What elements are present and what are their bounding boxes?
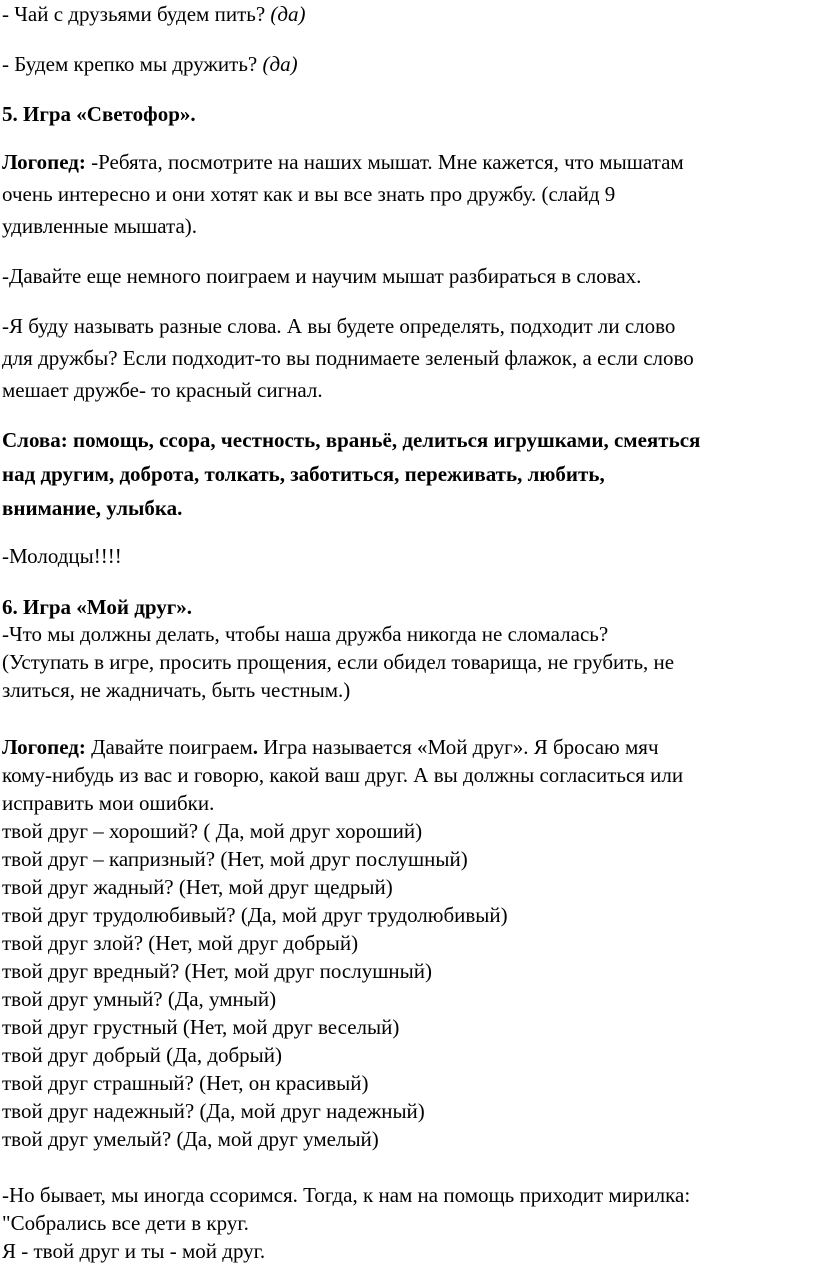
poem-text: - Чай с друзьями будем пить?: [2, 2, 271, 26]
heading-game-5: 5. Игра «Светофор».: [2, 102, 196, 126]
paragraph-line: -Что мы должны делать, чтобы наша дружба никогда не сломалась?: [2, 622, 609, 646]
question-line: твой друг жадный? (Нет, мой друг щедрый): [2, 875, 393, 899]
paragraph-line: [2, 733, 659, 761]
question-line: твой друг – хороший? ( Да, мой друг хороший): [2, 819, 423, 843]
paragraph-line: мешает дружбе- то красный сигнал.: [2, 378, 323, 402]
paragraph-line: -Я буду называть разные слова. А вы будете определять, подходит ли слово: [2, 314, 676, 338]
poem-line: Я - твой друг и ты - мой друг.: [2, 1239, 266, 1263]
speaker-label: Логопед:: [2, 735, 86, 759]
praise-line: -Молодцы!!!!: [2, 544, 122, 568]
question-line: твой друг злой? (Нет, мой друг добрый): [2, 931, 359, 955]
question-line: твой друг надежный? (Да, мой друг надежный): [2, 1099, 425, 1123]
poem-line: "Собрались все дети в круг.: [2, 1211, 249, 1235]
paragraph-line: исправить мои ошибки.: [2, 791, 215, 815]
words-line: внимание, улыбка.: [2, 496, 183, 520]
paragraph-line: очень интересно и они хотят как и вы все знать про дружбу. (слайд 9: [2, 182, 616, 206]
question-line: твой друг страшный? (Нет, он красивый): [2, 1071, 369, 1095]
poem-line-1: [2, 0, 306, 28]
paragraph-line: удивленные мышата).: [2, 214, 198, 238]
poem-answer: (да): [262, 52, 298, 76]
paragraph-line: кому-нибудь из вас и говорю, какой ваш друг. А вы должны согласиться или: [2, 763, 684, 787]
question-line: твой друг трудолюбивый? (Да, мой друг трудолюбивый): [2, 903, 508, 927]
question-line: твой друг добрый (Да, добрый): [2, 1043, 283, 1067]
paragraph-line: -Давайте еще немного поиграем и научим мышат разбираться в словах.: [2, 264, 642, 288]
speaker-label: Логопед:: [2, 150, 86, 174]
poem-text: - Будем крепко мы дружить?: [2, 52, 263, 76]
paragraph-text: Игра называется «Мой друг». Я бросаю мяч: [258, 735, 659, 759]
words-line: над другим, доброта, толкать, заботиться, переживать, любить,: [2, 462, 605, 486]
words-line: Слова: помощь, ссора, честность, враньё, делиться игрушками, смеяться: [2, 428, 701, 452]
question-line: твой друг вредный? (Нет, мой друг послушный): [2, 959, 432, 983]
paragraph-text: Давайте поиграем: [85, 735, 253, 759]
paragraph-line: (Уступать в игре, просить прощения, если обидел товарища, не грубить, не: [2, 650, 675, 674]
heading-game-6: 6. Игра «Мой друг».: [2, 595, 193, 619]
poem-answer: (да): [270, 2, 306, 26]
question-line: твой друг грустный (Нет, мой друг веселый): [2, 1015, 400, 1039]
paragraph-text: -Ребята, посмотрите на наших мышат. Мне кажется, что мышатам: [85, 150, 684, 174]
question-line: твой друг умный? (Да, умный): [2, 987, 277, 1011]
paragraph-text: .: [252, 735, 259, 759]
paragraph-line: для дружбы? Если подходит-то вы поднимаете зеленый флажок, а если слово: [2, 346, 694, 370]
question-line: твой друг умелый? (Да, мой друг умелый): [2, 1127, 379, 1151]
paragraph-line: злиться, не жадничать, быть честным.): [2, 678, 351, 702]
paragraph-line: -Но бывает, мы иногда ссоримся. Тогда, к нам на помощь приходит мирилка:: [2, 1183, 691, 1207]
paragraph-line: [2, 148, 684, 176]
poem-line-2: [2, 50, 298, 78]
question-line: твой друг – капризный? (Нет, мой друг послушный): [2, 847, 468, 871]
